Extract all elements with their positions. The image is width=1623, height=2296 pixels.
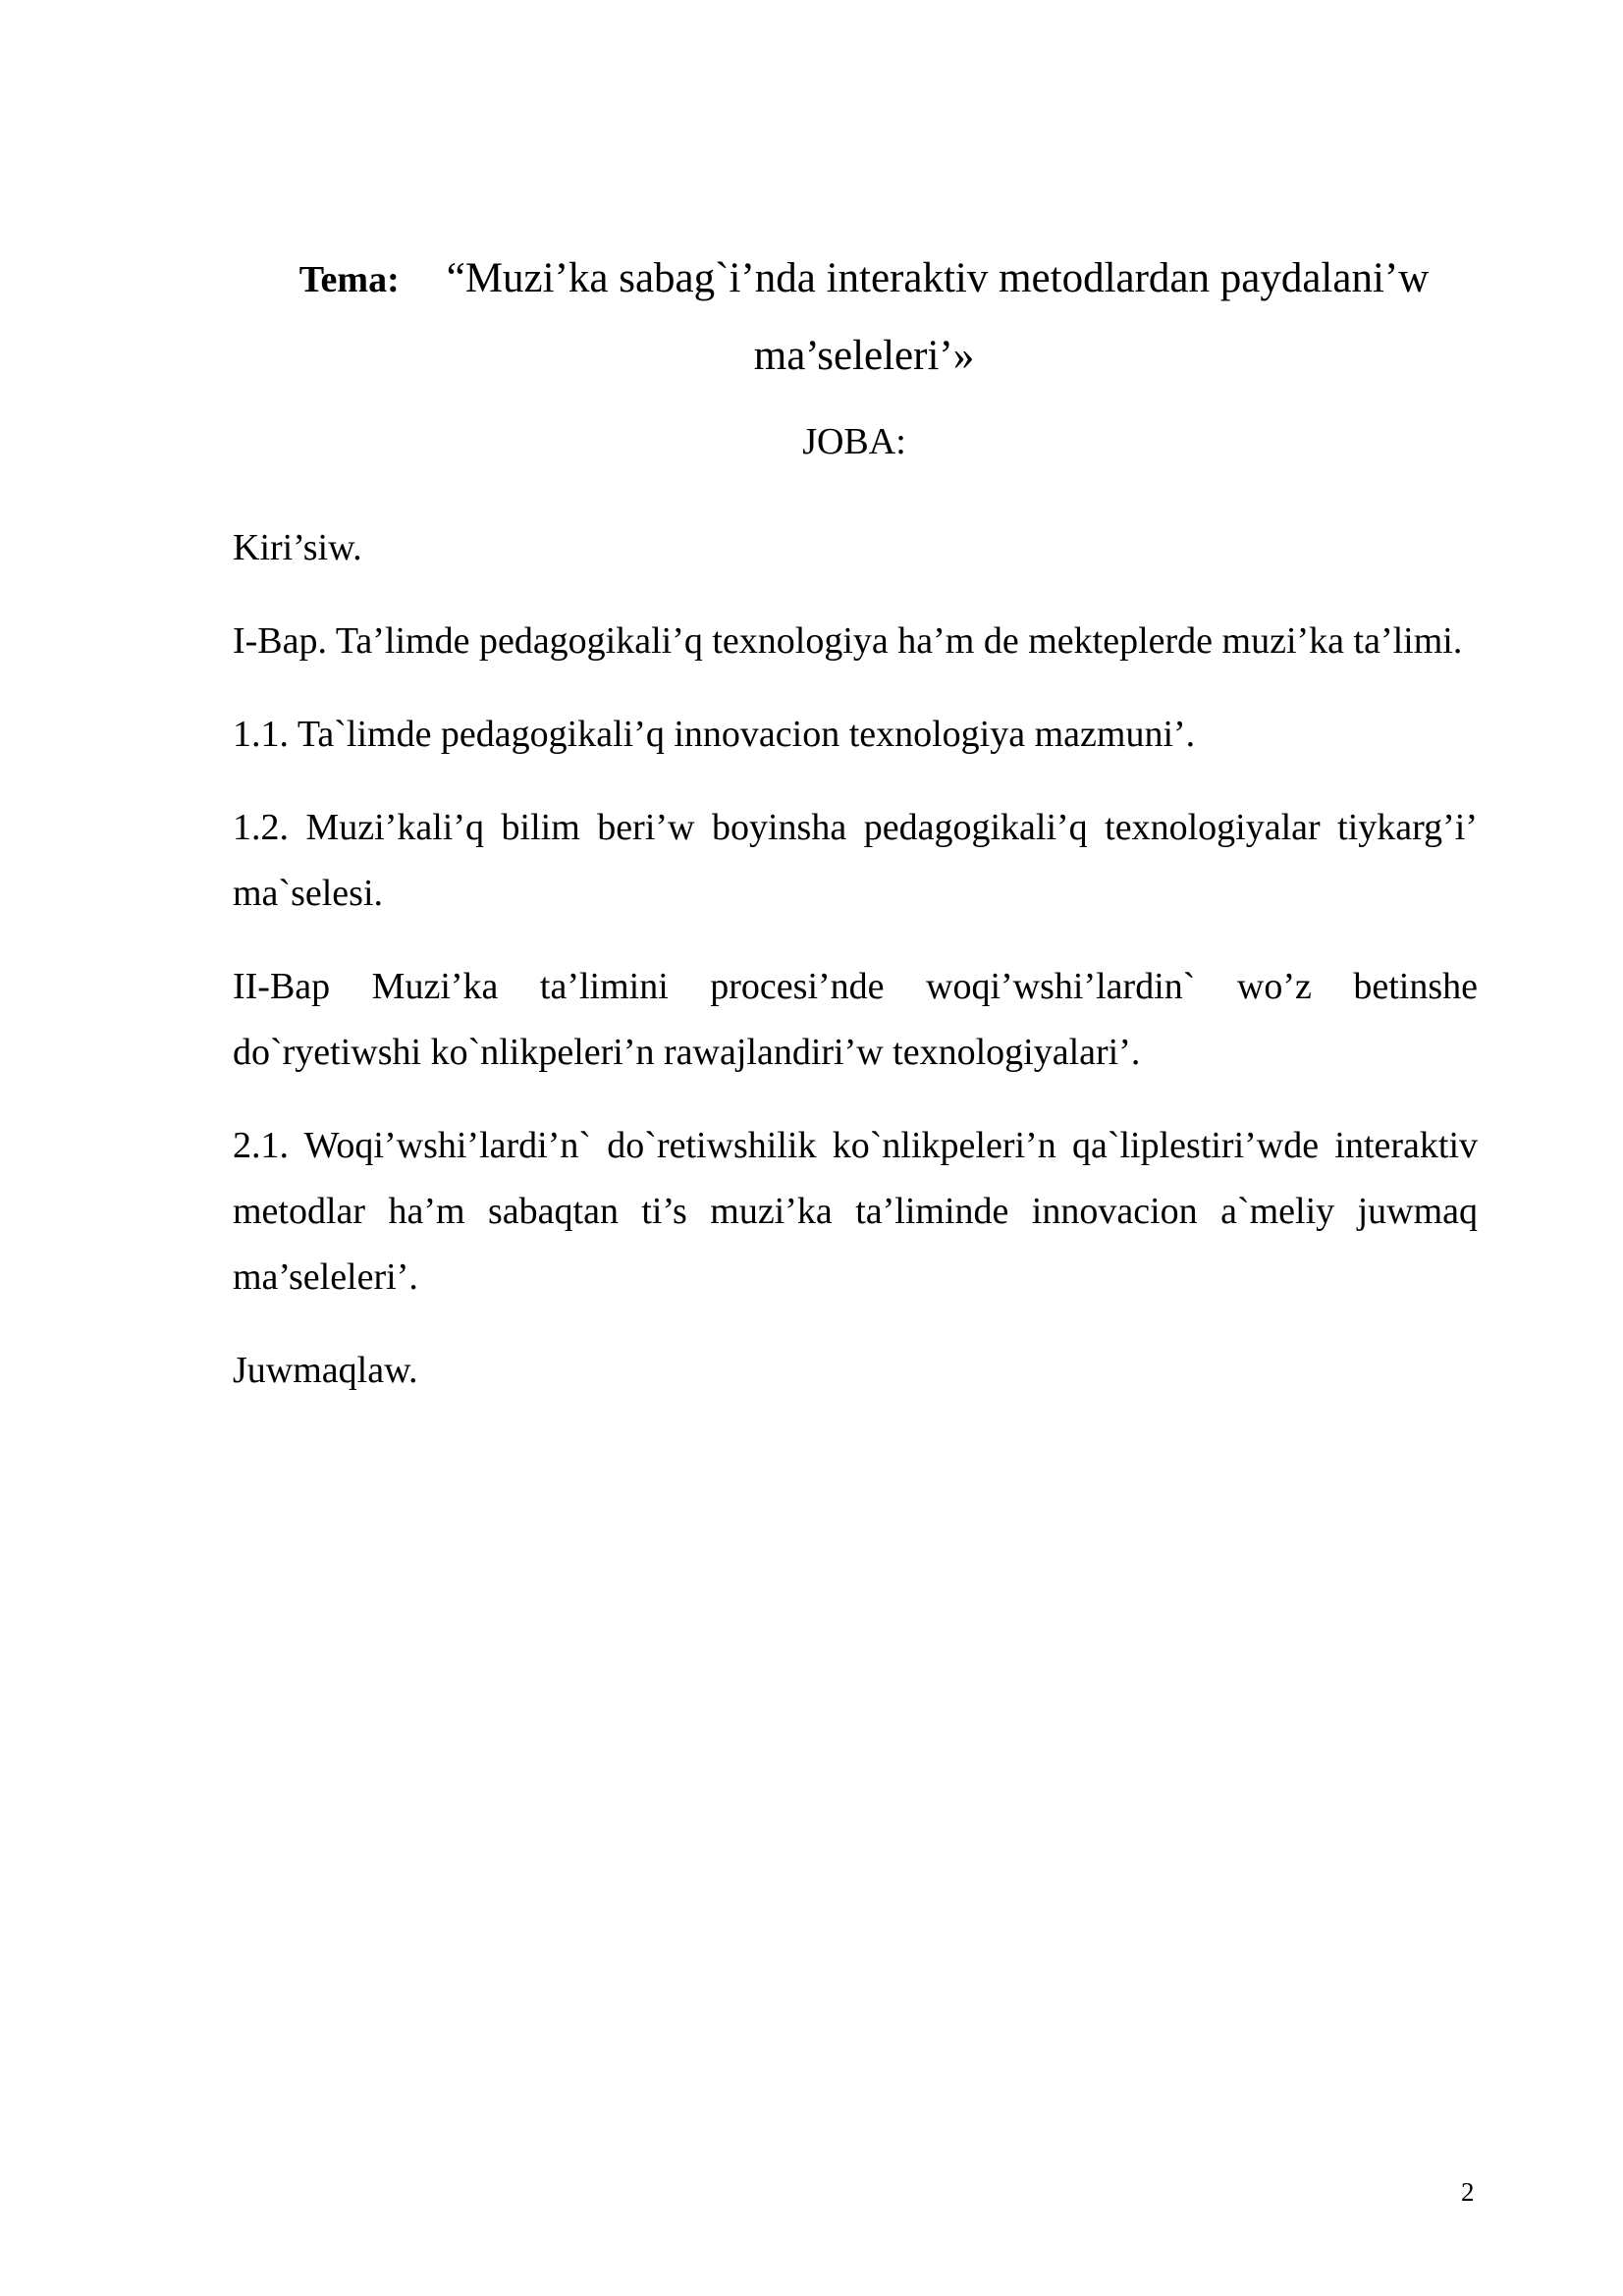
plan-item-section-2-1: 2.1. Woqi’wshi’lardi’n` do`retiwshilik ko`nlikpeleri’n qa`liplestiri’wde interaktiv metodlar ha’m sabaqtan ti’s muzi’ka ta’liminde innovacion a`meliy juwmaq ma’seleleri’. (233, 1125, 1478, 1298)
plan-item-section-1-2: 1.2. Muzi’kali’q bilim beri’w boyinsha pedagogikali’q texnologiyalar tiykarg’i’ ma`selesi. (233, 807, 1478, 914)
page-number: 2 (1461, 2177, 1475, 2207)
plan-list (233, 515, 1478, 1431)
title-block (265, 240, 1463, 395)
plan-item-chapter-2: II-Bap Muzi’ka ta’limini procesi’nde woqi’wshi’lardin` wo’z betinshe do`ryetiwshi ko`nlikpeleri’n rawajlandiri’w texnologiyalari’. (233, 966, 1478, 1073)
document-title: “Muzi’ka sabag`i’nda interaktiv metodlardan paydalani’w ma’seleleri’» (446, 255, 1430, 379)
plan-item-section-1-1: 1.1. Ta`limde pedagogikali’q innovacion texnologiya mazmuni’. (233, 714, 1196, 755)
plan-item-chapter-1: I-Bap. Ta’limde pedagogikali’q texnologiya ha’m de mekteplerde muzi’ka ta’limi. (233, 620, 1463, 662)
plan-heading: JOBA: (802, 421, 906, 462)
tema-label: Tema: (298, 259, 400, 300)
plan-item-conclusion: Juwmaqlaw. (233, 1350, 418, 1391)
plan-item-introduction: Kiri’siw. (233, 527, 362, 568)
